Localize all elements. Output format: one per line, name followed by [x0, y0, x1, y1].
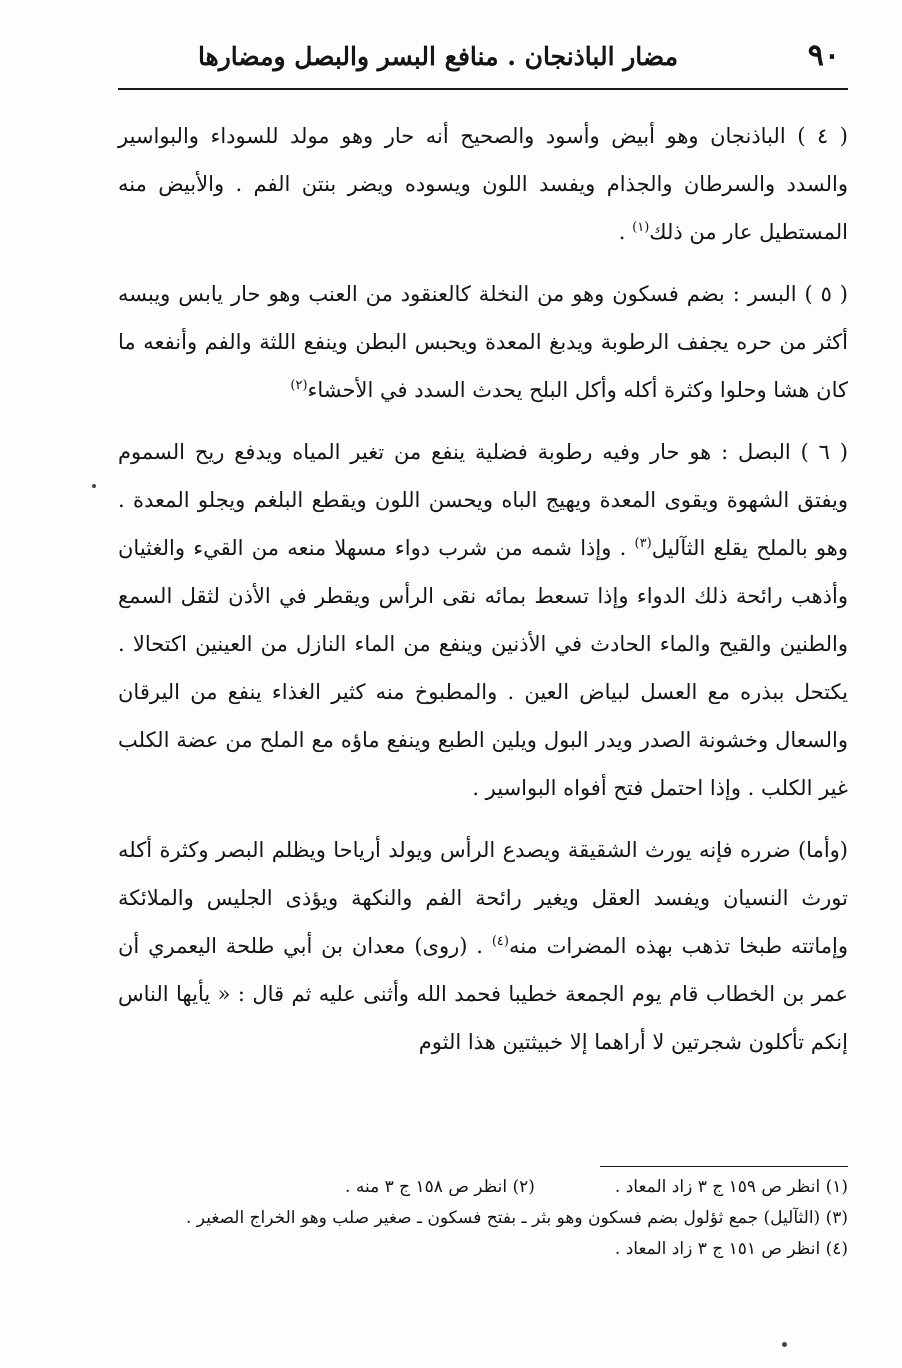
paragraph-text: ( ٤ ) الباذنجان وهو أبيض وأسود والصحيح أنه حار وهو مولد للسوداء والبواسير والسدد والسرطان والجذام ويفسد اللون ويسوده ويضر بنتن الفم . والأبيض منه المستطيل عار من ذلك: [118, 124, 848, 244]
footnote-1: (١) انظر ص ١٥٩ ج ٣ زاد المعاد .: [614, 1177, 848, 1197]
footnote-rule: [600, 1166, 848, 1167]
footnote-4: (٤) انظر ص ١٥١ ج ٣ زاد المعاد .: [614, 1239, 848, 1259]
footnote-ref: (٢): [290, 378, 308, 393]
footnote-ref: (١): [632, 220, 650, 235]
header-rule: [118, 88, 848, 90]
paragraph-tail: .: [618, 220, 633, 244]
page-number: ٩٠: [807, 38, 840, 73]
footnote-row: [118, 1172, 848, 1203]
footnote-3: (٣) (الثآليل) جمع ثؤلول بضم فسكون وهو بثر ـ بفتح فسكون ـ صغير صلب وهو الخراج الصغير .: [186, 1208, 848, 1228]
body-text: [118, 112, 848, 1080]
paragraph-text: ( ٥ ) البسر : بضم فسكون وهو من النخلة كالعنقود من العنب وهو حار يابس ويبسه أكثر من حره يجفف الرطوبة ويدبغ المعدة ويحبس البطن وينفع اللثة والفم وأنفعه ما كان هشا وحلوا وكثرة أكله وأكل البلح يحدث السدد في الأحشاء: [118, 282, 848, 402]
paragraph-tail: . (روى) معدان بن أبي طلحة اليعمري أن عمر بن الخطاب قام يوم الجمعة خطيبا فحمد الله وأثنى عليه ثم قال : « يأيها الناس إنكم تأكلون شجرتين لا أراهما إلا خبيثتين هذا الثوم: [118, 934, 848, 1054]
paragraph-text: (وأما) ضرره فإنه يورث الشقيقة ويصدع الرأس ويولد أرياحا ويظلم البصر وكثرة أكله تورث النسيان ويفسد العقل ويغير رائحة الفم والنكهة ويؤذى الجليس والملائكة وإماتته طبخا تذهب بهذه المضرات منه: [118, 838, 848, 958]
footnote-ref: (٤): [491, 934, 509, 949]
paragraph-eggplant: [118, 112, 848, 256]
paragraph-onion: [118, 428, 848, 812]
paragraph-tail: . وإذا شمه من شرب دواء مسهلا منعه من القيء والغثيان وأذهب رائحة ذلك الدواء وإذا تسعط بمائه نقى الرأس ويقطر في الأذن لثقل السمع والطنين والقيح والماء الحادث في الأذنين وينفع من الماء النازل من العينين اكتحالا . يكتحل ببذره مع العسل لبياض العين . والمطبوخ منه كثير الغذاء ينفع من اليرقان والسعال وخشونة الصدر ويدر البول ويلين الطبع وينفع ماؤه مع الملح من عضة الكلب غير الكلب . وإذا احتمل فتح أفواه البواسير .: [118, 536, 848, 800]
paragraph-onion-harm: [118, 826, 848, 1066]
print-speck: [782, 1342, 787, 1347]
paragraph-busr: [118, 270, 848, 414]
paragraph-text: ( ٦ ) البصل : هو حار وفيه رطوبة فضلية ينفع من تغير المياه ويدفع ريح السموم ويفتق الشهوة ويقوى المعدة ويهيج الباه ويحسن اللون ويقطع البلغم ويجلو المعدة . وهو بالملح يقلع الثآليل: [118, 440, 848, 560]
print-speck: [92, 484, 96, 488]
footnote-ref: (٣): [634, 536, 652, 551]
footnotes: [118, 1172, 848, 1265]
footnote-2: (٢) انظر ص ١٥٨ ج ٣ منه .: [345, 1177, 535, 1197]
page-header: [118, 34, 846, 84]
running-title: مضار الباذنجان . منافع البسر والبصل ومضارها: [197, 42, 678, 71]
